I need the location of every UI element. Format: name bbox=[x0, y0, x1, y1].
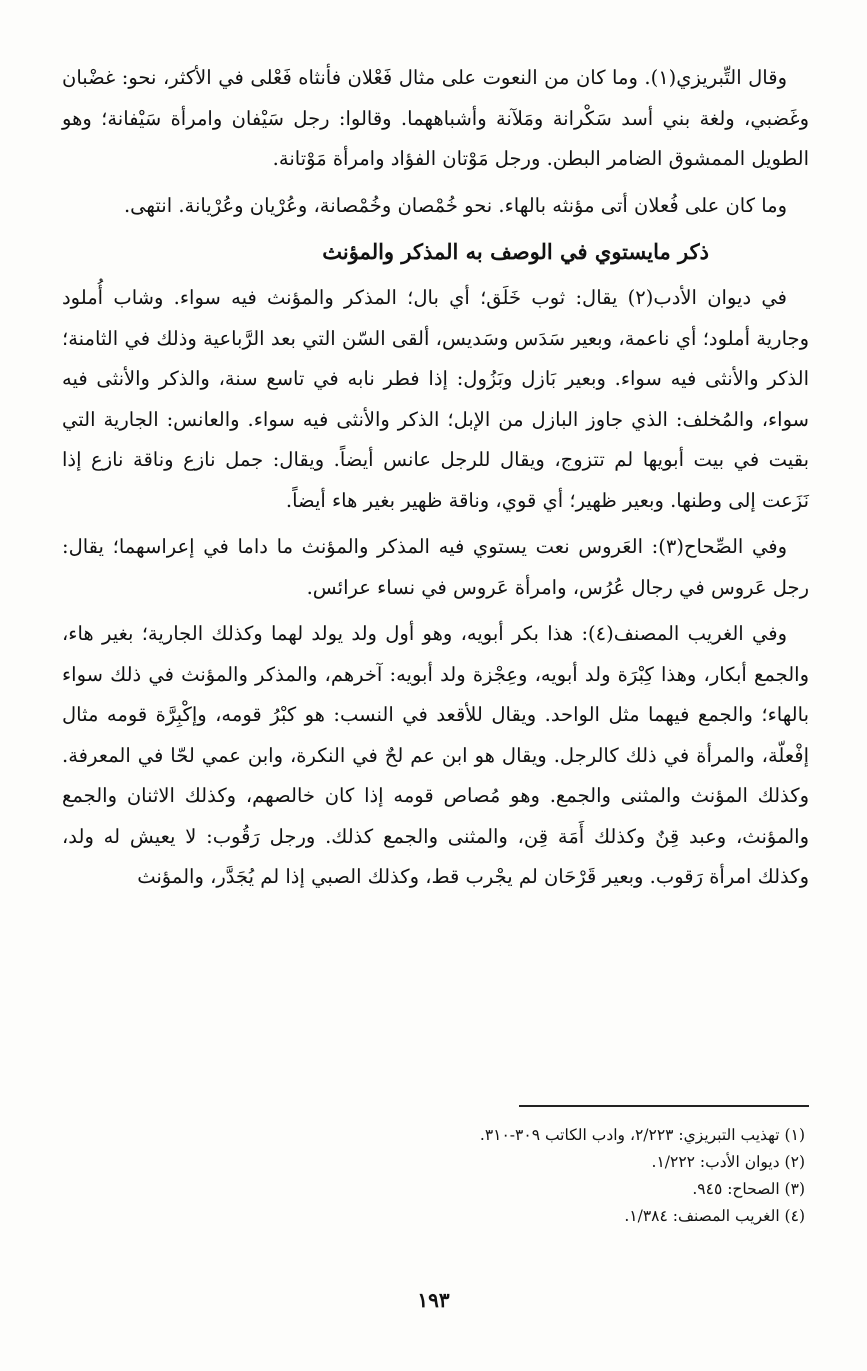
footnote-separator bbox=[519, 1105, 809, 1107]
paragraph-fulan: وما كان على فُعلان أتى مؤنثه بالهاء. نحو خُمْصان وخُمْصانة، وعُرْيان وعُرْيانة. انتهى. bbox=[123, 193, 787, 217]
footnote-1: (١) تهذيب التبريزي: ٢/٢٢٣، وادب الكاتب ٣٠٩-٣١٠. bbox=[479, 1126, 805, 1144]
paragraph-diwan-aladab: في ديوان الأدب(٢) يقال: ثوب خَلَق؛ أي بال؛ المذكر والمؤنث فيه سواء. وشاب أُملود وجارية أملود؛ أي ناعمة، وبعير سَدَس وسَديس، ألقى السّن التي بعد الرَّباعية وذلك في الثامنة؛ الذكر والأنثى فيه سواء. وبعير بَازل وبَزُول: إذا فطر نابه في تاسع سنة، والذكر والأنثى فيه سواء، والمُخلف: الذي جاوز البازل من الإبل؛ الذكر والأنثى فيه سواء. والعانس: الجارية التي بقيت في بيت أبويها لم تتزوج، ويقال للرجل عانس أيضاً. ويقال: جمل نازع وناقة نازع إذا نَزَعت إلى وطنها. وبعير ظهير؛ أي قوي، وناقة ظهير بغير هاء أيضاً. bbox=[62, 286, 809, 512]
page-number: ١٩٣ bbox=[417, 1288, 450, 1312]
paragraph-tabrizi: وقال التِّبريزي(١). وما كان من النعوت على مثال فَعْلان فأنثاه فَعْلى في الأكثر، نحو: غضْبان وغَضبي، ولغة بني أسد سَكْرانة ومَلآنة وأشباههما. وقالوا: رجل سَيْفان وامرأة سَيْفانة؛ وهو الطويل الممشوق الضامر البطن. ورجل مَوْتان الفؤاد وامرأة مَوْتانة. bbox=[62, 66, 809, 170]
main-text bbox=[62, 58, 809, 904]
paragraph-gharib: وفي الغريب المصنف(٤): هذا بكر أبويه، وهو أول ولد يولد لهما وكذلك الجارية؛ بغير هاء، والجمع أبكار، وهذا كِبْرَة ولد أبويه، وعِجْزة ولد أبويه: آخرهم، والمذكر والمؤنث في ذلك سواء بالهاء؛ والجمع فيهما مثل الواحد. ويقال للأقعد في النسب: هو كبْرُ قومه، وإكْبِرَّة قومه مثال إفْعلّة، والمرأة في ذلك كالرجل. ويقال هو ابن عم لحٌ في النكرة، وابن عمي لحّا في المعرفة. وكذلك المؤنث والمثنى والجمع. وهو مُصاص قومه إذا كان خالصهم، وكذلك الاثنان والجمع والمؤنث، وعبد قِنٌ وكذلك أَمَة قِن، والمثنى والجمع كذلك. ورجل رَقُوب: لا يعيش له ولد، وكذلك امرأة رَقوب. وبعير قَرْحَان لم يجْرب قط، وكذلك الصبي إذا لم يُجَدَّر، والمؤنث bbox=[62, 622, 809, 888]
footnote-2: (٢) ديوان الأدب: ١/٢٢٢. bbox=[651, 1153, 805, 1171]
paragraph-sihah: وفي الصِّحاح(٣): العَروس نعت يستوي فيه المذكر والمؤنث ما داما في إعراسهما؛ يقال: رجل عَروس في رجال عُرُس، وامرأة عَروس في نساء عرائس. bbox=[62, 535, 809, 599]
footnote-3: (٣) الصحاح: ٩٤٥. bbox=[692, 1180, 805, 1198]
section-heading: ذكر مايستوي في الوصف به المذكر والمؤنث bbox=[322, 239, 709, 264]
footnote-4: (٤) الغريب المصنف: ١/٣٨٤. bbox=[624, 1207, 805, 1225]
footnotes bbox=[62, 1122, 805, 1230]
